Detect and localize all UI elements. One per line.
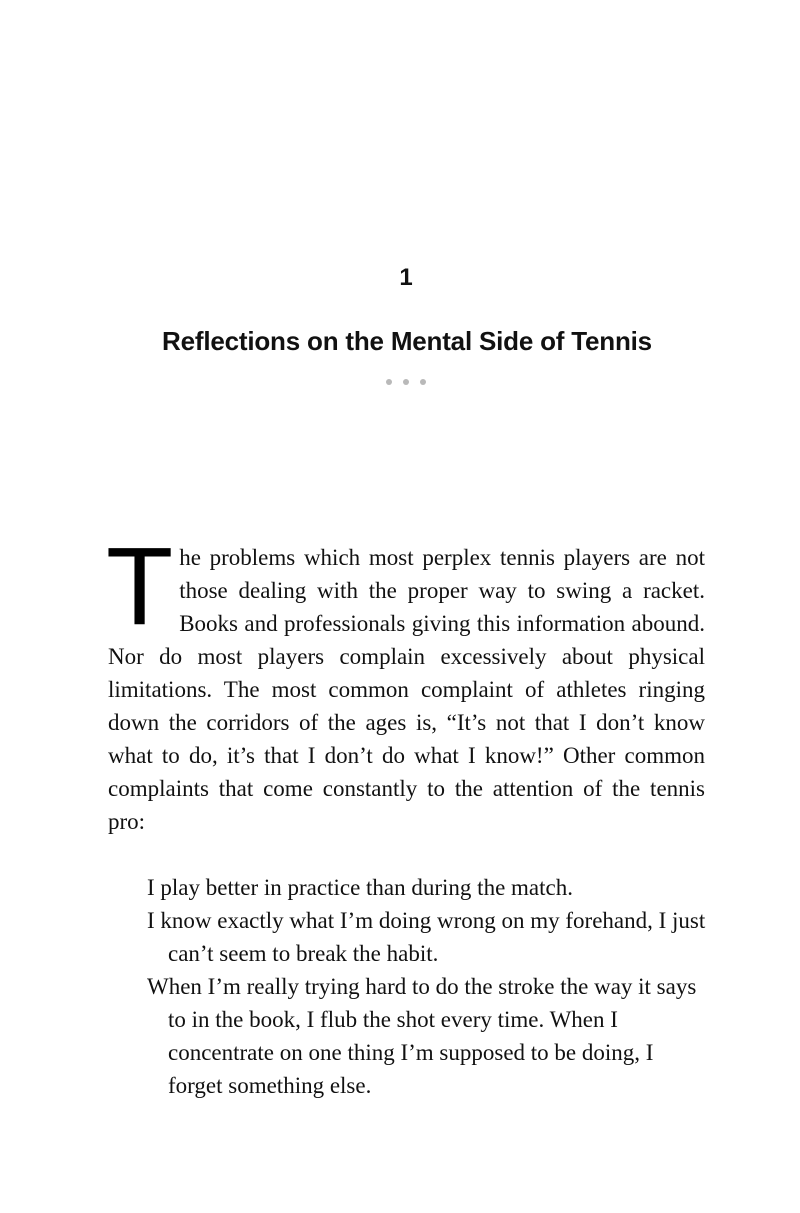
ornament-dot bbox=[403, 379, 409, 385]
complaints-list bbox=[147, 871, 707, 1102]
drop-cap: T bbox=[106, 525, 174, 648]
complaint-item: I know exactly what I’m doing wrong on my forehand, I just can’t seem to break the habit. bbox=[147, 908, 706, 966]
ornament-dot bbox=[420, 379, 426, 385]
chapter-number: 1 bbox=[399, 264, 413, 291]
chapter-title: Reflections on the Mental Side of Tennis bbox=[162, 326, 652, 356]
ornament-dot bbox=[386, 379, 392, 385]
complaint-item: I play better in practice than during the match. bbox=[147, 875, 573, 900]
opening-paragraph bbox=[106, 525, 705, 838]
paragraph-text: he problems which most perplex tennis players are not those dealing with the proper way to swing a racket. Books and professionals giving this information abound. Nor do most players complain excessively about physical limitations. The most common complaint of athletes ringing down the corridors of the ages is, “It’s not that I don’t know what to do, it’s that I don’t do what I know!” Other common complaints that come constantly to the attention of the tennis pro: bbox=[108, 545, 705, 834]
ornament-divider bbox=[0, 379, 800, 385]
complaint-item: When I’m really trying hard to do the stroke the way it says to in the book, I flub the shot every time. When I concentrate on one thing I’m supposed to be doing, I forget something else. bbox=[147, 974, 697, 1098]
